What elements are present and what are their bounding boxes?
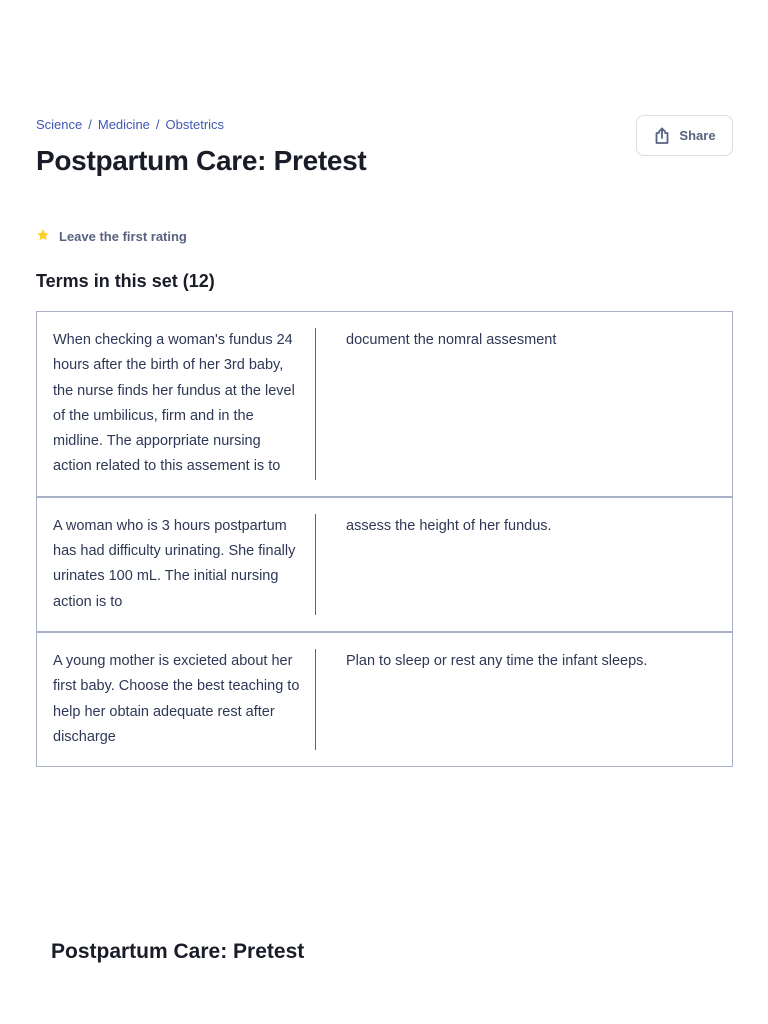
page-title: Postpartum Care: Pretest bbox=[36, 145, 367, 176]
share-button-label: Share bbox=[679, 128, 716, 143]
term-question: A woman who is 3 hours postpartum has had difficulty urinating. She finally urinates 100 mL. The initial nursing action is to bbox=[53, 514, 316, 615]
terms-heading: Terms in this set (12) bbox=[36, 271, 215, 291]
breadcrumb-separator: / bbox=[88, 117, 92, 132]
share-icon bbox=[653, 127, 671, 145]
term-answer: assess the height of her fundus. bbox=[346, 517, 552, 534]
breadcrumb-item-obstetrics[interactable]: Obstetrics bbox=[165, 117, 225, 132]
share-button[interactable] bbox=[636, 115, 733, 156]
term-question: When checking a woman's fundus 24 hours after the birth of her 3rd baby, the nurse finds her fundus at the level of the umbilicus, firm and in the midline. The apporpriate nursing action related to this assement is to bbox=[53, 328, 316, 480]
terms-table bbox=[36, 311, 733, 767]
term-answer: Plan to sleep or rest any time the infant sleeps. bbox=[346, 652, 648, 669]
breadcrumb-item-science[interactable]: Science bbox=[36, 117, 83, 132]
rating[interactable] bbox=[36, 228, 187, 245]
rating-label: Leave the first rating bbox=[59, 229, 187, 244]
term-question: A young mother is excieted about her first baby. Choose the best teaching to help her obtain adequate rest after discharge bbox=[53, 649, 316, 750]
breadcrumb bbox=[36, 117, 224, 132]
footer-title: Postpartum Care: Pretest bbox=[51, 940, 305, 963]
term-row[interactable] bbox=[37, 312, 732, 496]
breadcrumb-separator: / bbox=[155, 117, 160, 132]
term-answer: document the nomral assesment bbox=[346, 332, 557, 348]
star-icon bbox=[36, 228, 50, 245]
term-row[interactable] bbox=[37, 496, 732, 631]
breadcrumb-item-medicine[interactable]: Medicine bbox=[97, 117, 150, 132]
term-row[interactable] bbox=[37, 631, 732, 766]
